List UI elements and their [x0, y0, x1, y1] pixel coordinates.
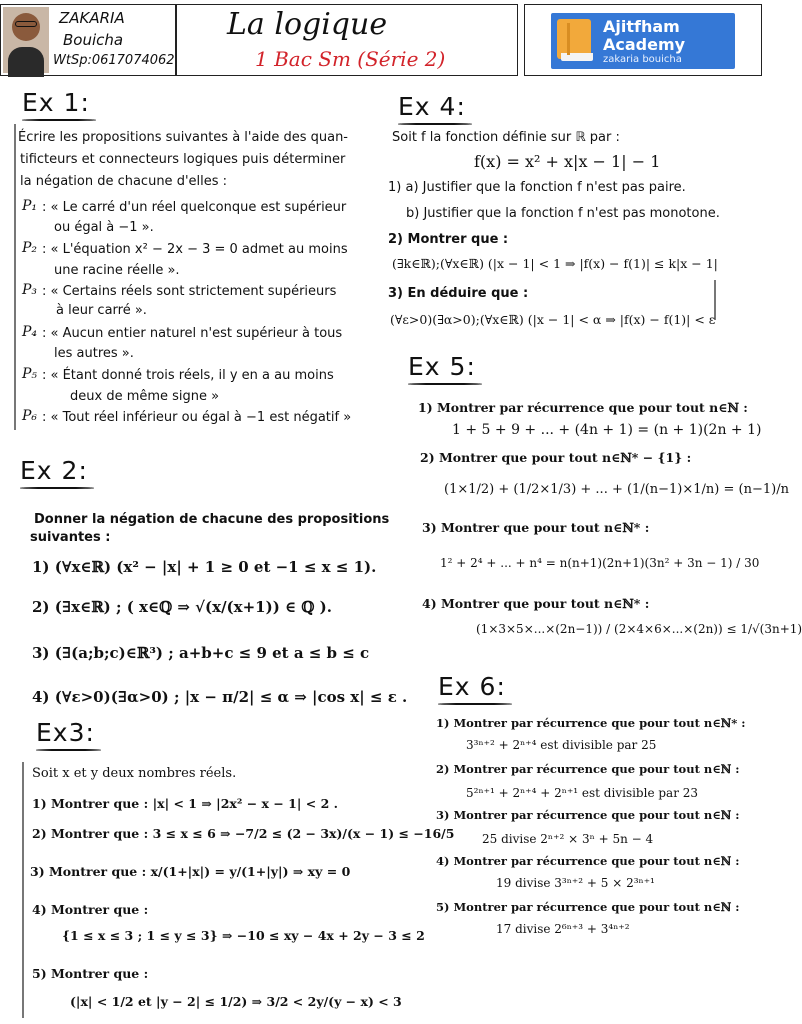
ex3-margin-line	[22, 762, 24, 1018]
ex1-item-line: une racine réelle ».	[54, 263, 180, 278]
ex4-intro: Soit f la fonction définie sur ℝ par :	[392, 130, 620, 145]
ex3-heading-text: Ex3:	[36, 718, 95, 747]
ex4-item: (∀ε>0)(∃α>0);(∀x∈ℝ) (|x − 1| < α ⇒ |f(x) − f(1)| < ε	[390, 312, 716, 327]
ex6-item: 1) Montrer par récurrence que pour tout n∈ℕ* :	[436, 716, 746, 730]
ex1-item-label: P₂	[22, 240, 38, 256]
ex1-item-line: : « Tout réel inférieur ou égal à −1 est négatif »	[42, 410, 352, 425]
ex6-item: 4) Montrer par récurrence que pour tout n∈ℕ :	[436, 854, 740, 868]
ex1-intro-line: la négation de chacune d'elles :	[20, 174, 228, 189]
ex2-heading	[20, 456, 88, 485]
ex1-item-line: : « Le carré d'un réel quelconque est supérieur	[42, 200, 347, 215]
avatar	[3, 7, 49, 73]
ex4-item: (∃k∈ℝ);(∀x∈ℝ) (|x − 1| < 1 ⇒ |f(x) − f(1)| ≤ k|x − 1|	[392, 256, 718, 271]
ex1-item-line: ou égal à −1 ».	[54, 220, 154, 235]
book-icon	[557, 19, 595, 63]
ex2-item: 2) (∃x∈ℝ) ; ( x∈ℚ ⇒ √(x/(x+1)) ∈ ℚ ).	[32, 598, 332, 616]
ex1-item-label: P₄	[22, 324, 38, 340]
ex3-item: (|x| < 1/2 et |y − 2| ≤ 1/2) ⇒ 3/2 < 2y/(y − x) < 3	[70, 994, 402, 1009]
ex1-item-label: P₁	[22, 198, 38, 214]
ex1-item-label: P₅	[22, 366, 38, 382]
ex3-item: 2) Montrer que : 3 ≤ x ≤ 6 ⇒ −7/2 ≤ (2 − 3x)/(x − 1) ≤ −16/5	[32, 826, 455, 841]
header-brand-box	[524, 4, 762, 76]
header-title-box	[176, 4, 518, 76]
ex5-formula: (1×3×5×...×(2n−1)) / (2×4×6×...×(2n)) ≤ 1/√(3n+1)	[476, 622, 802, 636]
author-name: ZAKARIA	[59, 9, 125, 27]
page-subtitle: 1 Bac Sm (Série 2)	[255, 47, 446, 71]
ex5-heading	[408, 352, 476, 381]
ex1-item-label: P₃	[22, 282, 38, 298]
ex4-heading-text: Ex 4:	[398, 92, 466, 121]
ex6-item: 3) Montrer par récurrence que pour tout n∈ℕ :	[436, 808, 740, 822]
ex1-item-line: : « L'équation x² − 2x − 3 = 0 admet au moins	[42, 242, 348, 257]
ex1-heading	[22, 88, 90, 117]
ex6-formula: 3³ⁿ⁺² + 2ⁿ⁺⁴ est divisible par 25	[466, 738, 657, 752]
ex6-item: 5) Montrer par récurrence que pour tout n∈ℕ :	[436, 900, 740, 914]
page-title: La logique	[227, 7, 388, 42]
brand-logo	[551, 13, 735, 69]
ex1-heading-text: Ex 1:	[22, 88, 90, 117]
ex1-intro-line: tificteurs et connecteurs logiques puis déterminer	[20, 152, 346, 167]
ex1-item-line: : « Aucun entier naturel n'est supérieur à tous	[42, 326, 343, 341]
ex3-intro: Soit x et y deux nombres réels.	[32, 766, 237, 781]
author-whatsapp: WtSp:0617074062	[53, 53, 175, 68]
ex1-item-line: à leur carré ».	[56, 303, 147, 318]
ex2-heading-text: Ex 2:	[20, 456, 88, 485]
ex3-item: 1) Montrer que : |x| < 1 ⇒ |2x² − x − 1| < 2 .	[32, 796, 338, 811]
ex5-formula: 1² + 2⁴ + ... + n⁴ = n(n+1)(2n+1)(3n² + 3n − 1) / 30	[440, 556, 760, 570]
ex3-item: 3) Montrer que : x/(1+|x|) = y/(1+|y|) ⇒ xy = 0	[30, 864, 351, 879]
ex5-heading-text: Ex 5:	[408, 352, 476, 381]
ex3-item: 5) Montrer que :	[32, 966, 149, 981]
ex5-item: 2) Montrer que pour tout n∈ℕ* − {1} :	[420, 450, 692, 465]
ex1-item-line: : « Certains réels sont strictement supérieurs	[42, 284, 337, 299]
ex1-item-line: les autres ».	[54, 346, 134, 361]
ex5-formula: 1 + 5 + 9 + ... + (4n + 1) = (n + 1)(2n + 1)	[452, 422, 762, 438]
ex6-formula: 25 divise 2ⁿ⁺² × 3ⁿ + 5n − 4	[482, 832, 654, 846]
ex6-heading	[438, 672, 506, 701]
ex2-item: 3) (∃(a;b;c)∈ℝ³) ; a+b+c ≤ 9 et a ≤ b ≤ c	[32, 644, 370, 662]
ex1-item-line: : « Étant donné trois réels, il y en a au moins	[42, 368, 334, 383]
ex2-intro-line: suivantes :	[30, 530, 111, 545]
ex6-formula: 17 divise 2⁶ⁿ⁺³ + 3⁴ⁿ⁺²	[496, 922, 630, 936]
ex2-intro-line: Donner la négation de chacune des propositions	[34, 512, 390, 527]
brand-tagline: zakaria bouicha	[603, 54, 682, 65]
ex5-item: 1) Montrer par récurrence que pour tout n∈ℕ :	[418, 400, 748, 415]
ex6-formula: 5²ⁿ⁺¹ + 2ⁿ⁺⁴ + 2ⁿ⁺¹ est divisible par 23	[466, 786, 699, 800]
ex2-item: 1) (∀x∈ℝ) (x² − |x| + 1 ≥ 0 et −1 ≤ x ≤ 1).	[32, 558, 377, 576]
ex3-item: 4) Montrer que :	[32, 902, 149, 917]
ex2-item: 4) (∀ε>0)(∃α>0) ; |x − π/2| ≤ α ⇒ |cos x| ≤ ε .	[32, 688, 408, 706]
ex4-heading	[398, 92, 466, 121]
ex5-formula: (1×1/2) + (1/2×1/3) + ... + (1/(n−1)×1/n) = (n−1)/n	[444, 482, 789, 497]
ex5-item: 3) Montrer que pour tout n∈ℕ* :	[422, 520, 650, 535]
ex6-formula: 19 divise 3³ⁿ⁺² + 5 × 2³ⁿ⁺¹	[496, 876, 655, 890]
header-author-box	[0, 4, 176, 76]
ex1-item-label: P₆	[22, 408, 38, 424]
ex4-item: 2) Montrer que :	[388, 232, 509, 247]
ex4-item: b) Justifier que la fonction f n'est pas monotone.	[406, 206, 720, 221]
ex3-item: {1 ≤ x ≤ 3 ; 1 ≤ y ≤ 3} ⇒ −10 ≤ xy − 4x + 2y − 3 ≤ 2	[62, 928, 425, 943]
ex6-item: 2) Montrer par récurrence que pour tout n∈ℕ :	[436, 762, 740, 776]
author-surname: Bouicha	[63, 31, 124, 49]
brand-name-line1: Ajitfham	[603, 17, 680, 36]
ex1-margin-line	[14, 124, 16, 430]
ex5-item: 4) Montrer que pour tout n∈ℕ* :	[422, 596, 650, 611]
ex3-heading	[36, 718, 95, 747]
ex1-intro-line: Écrire les propositions suivantes à l'aide des quan-	[18, 130, 348, 145]
brand-name-line2: Academy	[603, 35, 686, 54]
ex4-item: 1) a) Justifier que la fonction f n'est pas paire.	[388, 180, 686, 195]
ex4-item: 3) En déduire que :	[388, 286, 529, 301]
ex6-heading-text: Ex 6:	[438, 672, 506, 701]
ex1-item-line: deux de même signe »	[70, 389, 220, 404]
ex4-formula: f(x) = x² + x|x − 1| − 1	[474, 152, 661, 171]
